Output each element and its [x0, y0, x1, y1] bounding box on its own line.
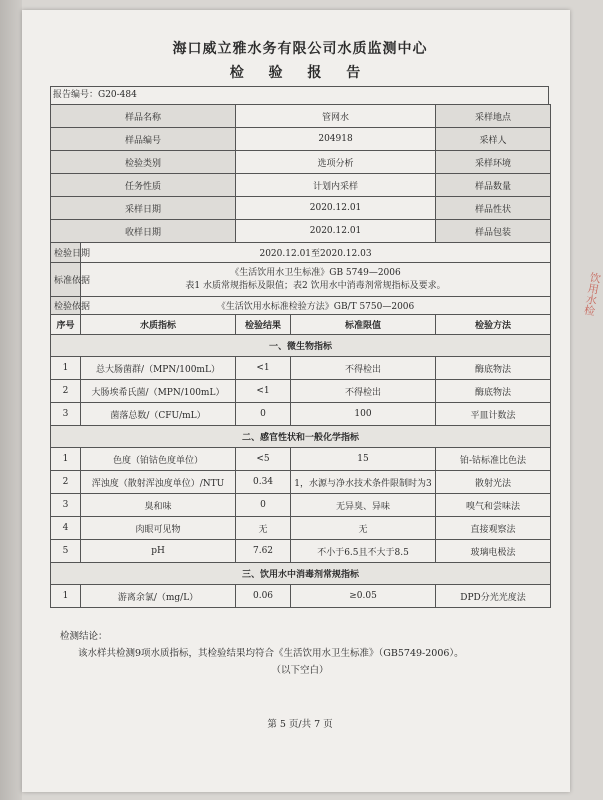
section-row: [51, 426, 551, 448]
row-result: <1: [236, 357, 291, 380]
row-limit: 无: [291, 517, 436, 540]
row-number: 1: [51, 585, 81, 608]
row-limit: 无异臭、异味: [291, 494, 436, 517]
row-number: 2: [51, 471, 81, 494]
row-item: 臭和味: [81, 494, 236, 517]
row-item: 菌落总数/（CFU/mL）: [81, 403, 236, 426]
info-label: 采样地点: [436, 105, 551, 128]
org-title: 海口威立雅水务有限公司水质监测中心: [172, 41, 428, 57]
info-label: 采样日期: [51, 197, 236, 220]
info-row: [51, 197, 551, 220]
row-limit: ≥0.05: [291, 585, 436, 608]
row-number: 1: [51, 357, 81, 380]
column-header-limit: 标准限值: [291, 315, 436, 335]
row-method: DPD分光光度法: [436, 585, 551, 608]
row-item: 肉眼可见物: [81, 517, 236, 540]
info-label: 样品包装: [436, 220, 551, 243]
conclusion-text: 该水样共检测9项水质指标，其检验结果均符合《生活饮用水卫生标准》（GB5749-2006）。: [78, 648, 464, 659]
standard-row: [51, 263, 551, 297]
row-result: 0: [236, 403, 291, 426]
page-number: 第 5 页/共 7 页: [267, 719, 333, 730]
standard-label: 标准依据: [51, 263, 81, 297]
info-value: 选项分析: [236, 151, 436, 174]
handwritten-mark: 饮用水检: [581, 271, 603, 317]
row-item: 游离余氯/（mg/L）: [81, 585, 236, 608]
report-table: [50, 104, 551, 608]
row-method: 嗅气和尝味法: [436, 494, 551, 517]
row-number: 2: [51, 380, 81, 403]
test-date-value: 2020.12.01至2020.12.03: [81, 243, 551, 263]
column-header-no: 序号: [51, 315, 81, 335]
info-label: 样品数量: [436, 174, 551, 197]
standard-line-2: 表1 水质常规指标及限值；表2 饮用水中消毒剂常规指标及要求。: [185, 280, 446, 291]
section-title: 二、感官性状和一般化学指标: [51, 426, 551, 448]
row-method: 酶底物法: [436, 357, 551, 380]
method-row: [51, 297, 551, 315]
row-limit: 100: [291, 403, 436, 426]
info-label: 采样环境: [436, 151, 551, 174]
row-method: 散射光法: [436, 471, 551, 494]
table-row: [51, 380, 551, 403]
section-title: 一、微生物指标: [51, 335, 551, 357]
row-result: <5: [236, 448, 291, 471]
column-header-row: [51, 315, 551, 335]
report-number: 报告编号：G20-484: [50, 86, 549, 104]
row-method: 直接观察法: [436, 517, 551, 540]
report-title: 检 验 报 告: [229, 65, 371, 81]
info-label: 采样人: [436, 128, 551, 151]
column-header-item: 水质指标: [81, 315, 236, 335]
standard-text: [81, 263, 551, 297]
row-limit: 1，水源与净水技术条件限制时为3: [291, 471, 436, 494]
table-row: [51, 357, 551, 380]
row-number: 1: [51, 448, 81, 471]
info-row: [51, 128, 551, 151]
row-limit: 不小于6.5且不大于8.5: [291, 540, 436, 563]
section-title: 三、饮用水中消毒剂常规指标: [51, 563, 551, 585]
page-binding-edge: [0, 0, 22, 800]
info-row: [51, 105, 551, 128]
section-row: [51, 563, 551, 585]
row-result: 0: [236, 494, 291, 517]
row-number: 3: [51, 403, 81, 426]
test-date-label: 检验日期: [51, 243, 81, 263]
info-label: 样品名称: [51, 105, 236, 128]
info-label: 检验类别: [51, 151, 236, 174]
row-number: 5: [51, 540, 81, 563]
info-row: [51, 220, 551, 243]
row-method: 铂-钴标准比色法: [436, 448, 551, 471]
row-item: 色度（铂钴色度单位）: [81, 448, 236, 471]
row-limit: 15: [291, 448, 436, 471]
info-value: 204918: [236, 128, 436, 151]
info-value: 管网水: [236, 105, 436, 128]
info-value: 2020.12.01: [236, 197, 436, 220]
table-row: [51, 494, 551, 517]
table-row: [51, 585, 551, 608]
table-row: [51, 448, 551, 471]
row-number: 4: [51, 517, 81, 540]
info-label: 任务性质: [51, 174, 236, 197]
row-number: 3: [51, 494, 81, 517]
table-row: [51, 517, 551, 540]
info-label: 样品编号: [51, 128, 236, 151]
row-item: pH: [81, 540, 236, 563]
column-header-result: 检验结果: [236, 315, 291, 335]
section-row: [51, 335, 551, 357]
row-result: 无: [236, 517, 291, 540]
row-item: 浑浊度（散射浑浊度单位）/NTU: [81, 471, 236, 494]
table-row: [51, 403, 551, 426]
info-value: 2020.12.01: [236, 220, 436, 243]
row-result: 0.06: [236, 585, 291, 608]
standard-line-1: 《生活饮用水卫生标准》GB 5749—2006: [230, 267, 401, 278]
row-method: 玻璃电极法: [436, 540, 551, 563]
row-method: 酶底物法: [436, 380, 551, 403]
info-label: 收样日期: [51, 220, 236, 243]
method-label: 检验依据: [51, 297, 81, 315]
method-value: 《生活饮用水标准检验方法》GB/T 5750—2006: [81, 297, 551, 315]
column-header-method: 检验方法: [436, 315, 551, 335]
row-limit: 不得检出: [291, 357, 436, 380]
info-row: [51, 174, 551, 197]
row-result: 0.34: [236, 471, 291, 494]
info-value: 计划内采样: [236, 174, 436, 197]
row-item: 大肠埃希氏菌/（MPN/100mL）: [81, 380, 236, 403]
table-row: [51, 540, 551, 563]
conclusion-label: 检测结论：: [60, 631, 108, 642]
table-row: [51, 471, 551, 494]
blank-note: （以下空白）: [271, 665, 329, 676]
test-date-row: [51, 243, 551, 263]
row-item: 总大肠菌群/（MPN/100mL）: [81, 357, 236, 380]
info-label: 样品性状: [436, 197, 551, 220]
row-result: <1: [236, 380, 291, 403]
row-limit: 不得检出: [291, 380, 436, 403]
row-result: 7.62: [236, 540, 291, 563]
info-row: [51, 151, 551, 174]
row-method: 平皿计数法: [436, 403, 551, 426]
